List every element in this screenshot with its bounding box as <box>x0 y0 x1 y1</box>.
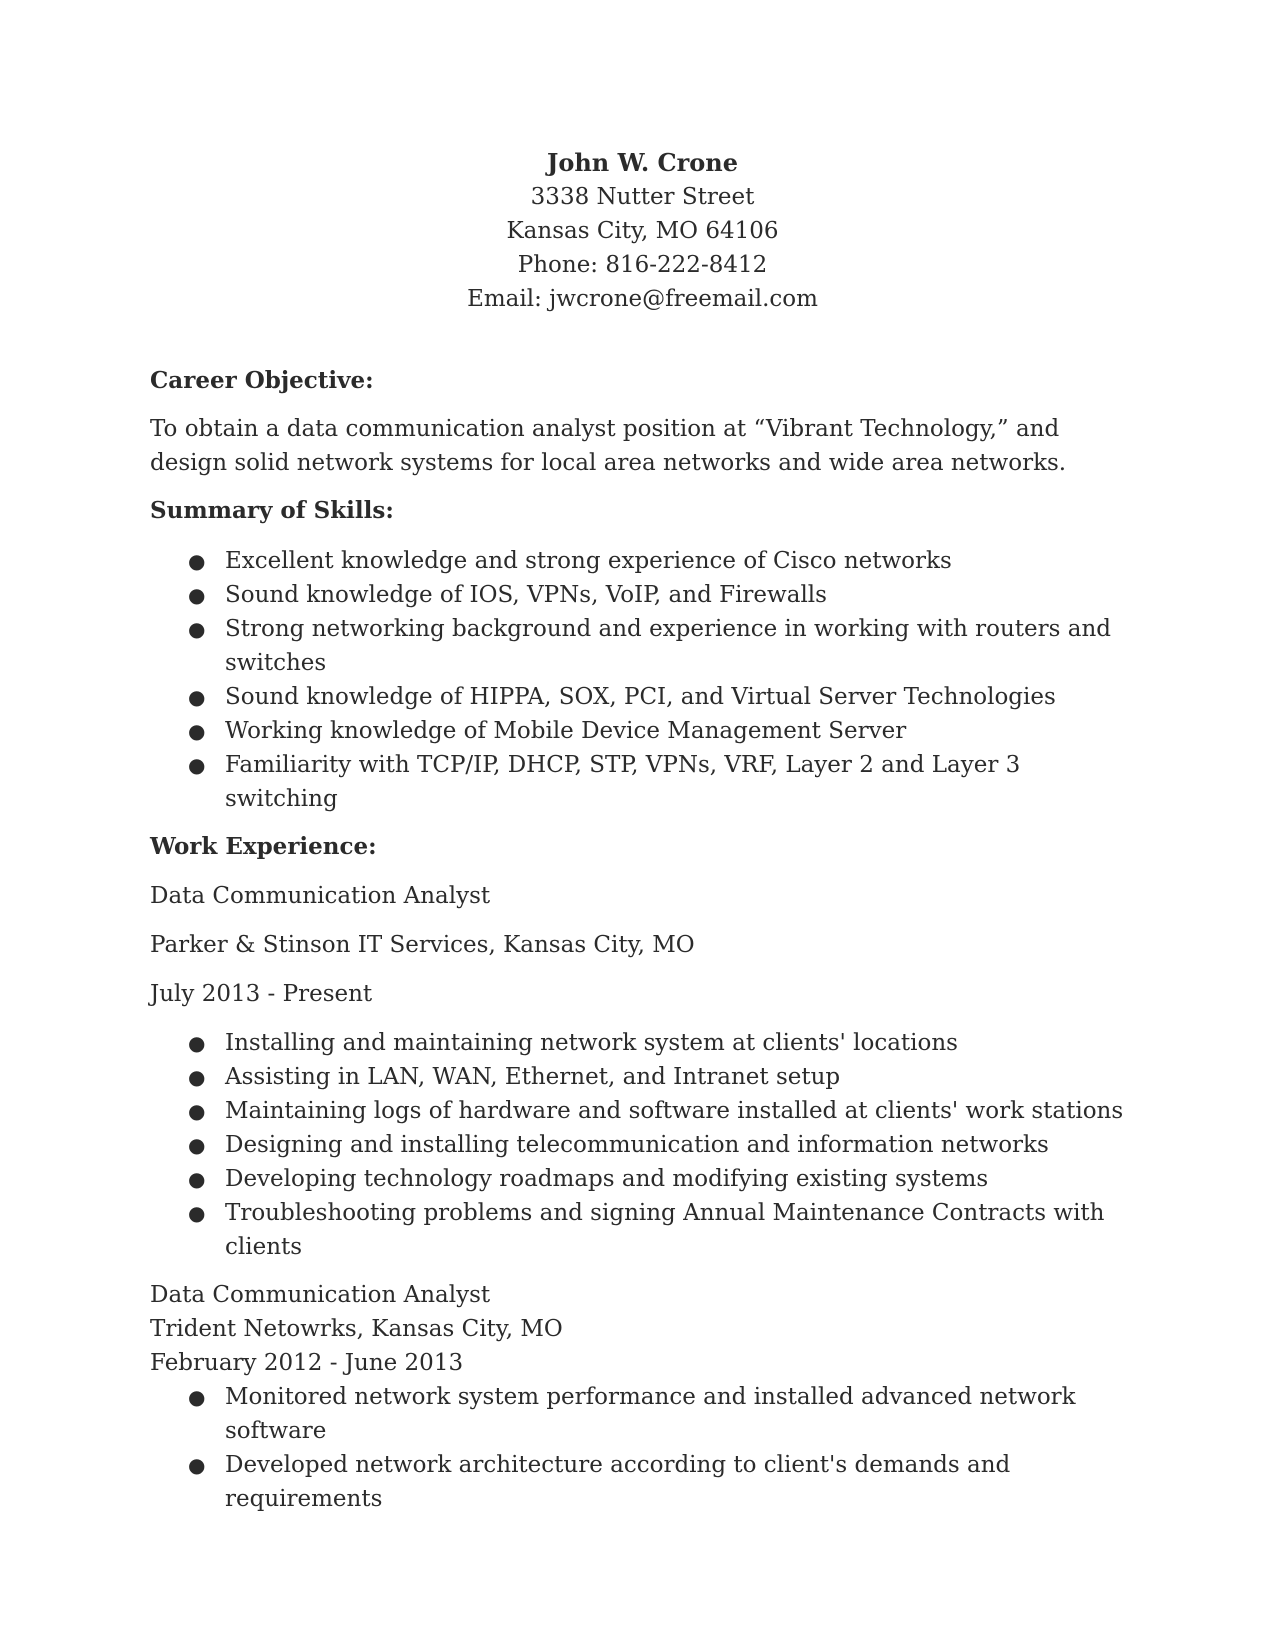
bullet-icon: ● <box>188 1201 206 1225</box>
bullet-icon: ● <box>188 1065 206 1089</box>
bullet-icon: ● <box>188 549 206 573</box>
contact-header <box>150 146 1135 316</box>
list-item: ● Sound knowledge of IOS, VPNs, VoIP, and Firewalls <box>150 578 1135 612</box>
list-item: ● Developed network architecture according to client's demands and requirements <box>150 1448 1135 1516</box>
experience-heading: Work Experience: <box>150 833 377 860</box>
job-dates: July 2013 - Present <box>150 981 373 1007</box>
list-item: ● Designing and installing telecommunication and information networks <box>150 1128 1135 1162</box>
job-company: Parker & Stinson IT Services, Kansas City, MO <box>150 932 695 958</box>
bullet-icon: ● <box>188 1385 206 1409</box>
address-city: Kansas City, MO 64106 <box>506 218 779 244</box>
bullet-icon: ● <box>188 617 206 641</box>
bullet-icon: ● <box>188 1167 206 1191</box>
list-item: ● Maintaining logs of hardware and software installed at clients' work stations <box>150 1094 1135 1128</box>
phone-number: Phone: 816-222-8412 <box>517 252 768 278</box>
job-duties-list <box>150 1380 1135 1516</box>
bullet-icon: ● <box>188 753 206 777</box>
bullet-icon: ● <box>188 1031 206 1055</box>
list-item: ● Monitored network system performance and installed advanced network software <box>150 1380 1135 1448</box>
bullet-icon: ● <box>188 685 206 709</box>
job-role: Data Communication Analyst <box>150 1282 491 1308</box>
job-dates: February 2012 - June 2013 <box>150 1350 464 1376</box>
job-company: Trident Netowrks, Kansas City, MO <box>150 1316 563 1342</box>
bullet-icon: ● <box>188 1099 206 1123</box>
list-item: ● Excellent knowledge and strong experience of Cisco networks <box>150 544 1135 578</box>
list-item: ● Developing technology roadmaps and modifying existing systems <box>150 1162 1135 1196</box>
job-duties-list <box>150 1026 1135 1264</box>
address-street: 3338 Nutter Street <box>530 184 755 210</box>
list-item: ● Installing and maintaining network system at clients' locations <box>150 1026 1135 1060</box>
candidate-name: John W. Crone <box>546 148 738 177</box>
objective-heading: Career Objective: <box>150 367 374 394</box>
list-item: ● Assisting in LAN, WAN, Ethernet, and Intranet setup <box>150 1060 1135 1094</box>
bullet-icon: ● <box>188 1453 206 1477</box>
resume-page <box>150 146 1135 1516</box>
list-item: ● Familiarity with TCP/IP, DHCP, STP, VPNs, VRF, Layer 2 and Layer 3 switching <box>150 748 1135 816</box>
skills-list <box>150 544 1135 816</box>
list-item: ● Sound knowledge of HIPPA, SOX, PCI, and Virtual Server Technologies <box>150 680 1135 714</box>
objective-text: To obtain a data communication analyst position at “Vibrant Technology,” and design solid network systems for local area networks and wide area networks. <box>150 416 1067 476</box>
bullet-icon: ● <box>188 719 206 743</box>
list-item: ● Strong networking background and experience in working with routers and switches <box>150 612 1135 680</box>
list-item: ● Working knowledge of Mobile Device Management Server <box>150 714 1135 748</box>
skills-heading: Summary of Skills: <box>150 497 394 524</box>
list-item: ● Troubleshooting problems and signing Annual Maintenance Contracts with clients <box>150 1196 1135 1264</box>
job-role: Data Communication Analyst <box>150 883 491 909</box>
email-address: Email: jwcrone@freemail.com <box>467 286 818 312</box>
bullet-icon: ● <box>188 583 206 607</box>
bullet-icon: ● <box>188 1133 206 1157</box>
